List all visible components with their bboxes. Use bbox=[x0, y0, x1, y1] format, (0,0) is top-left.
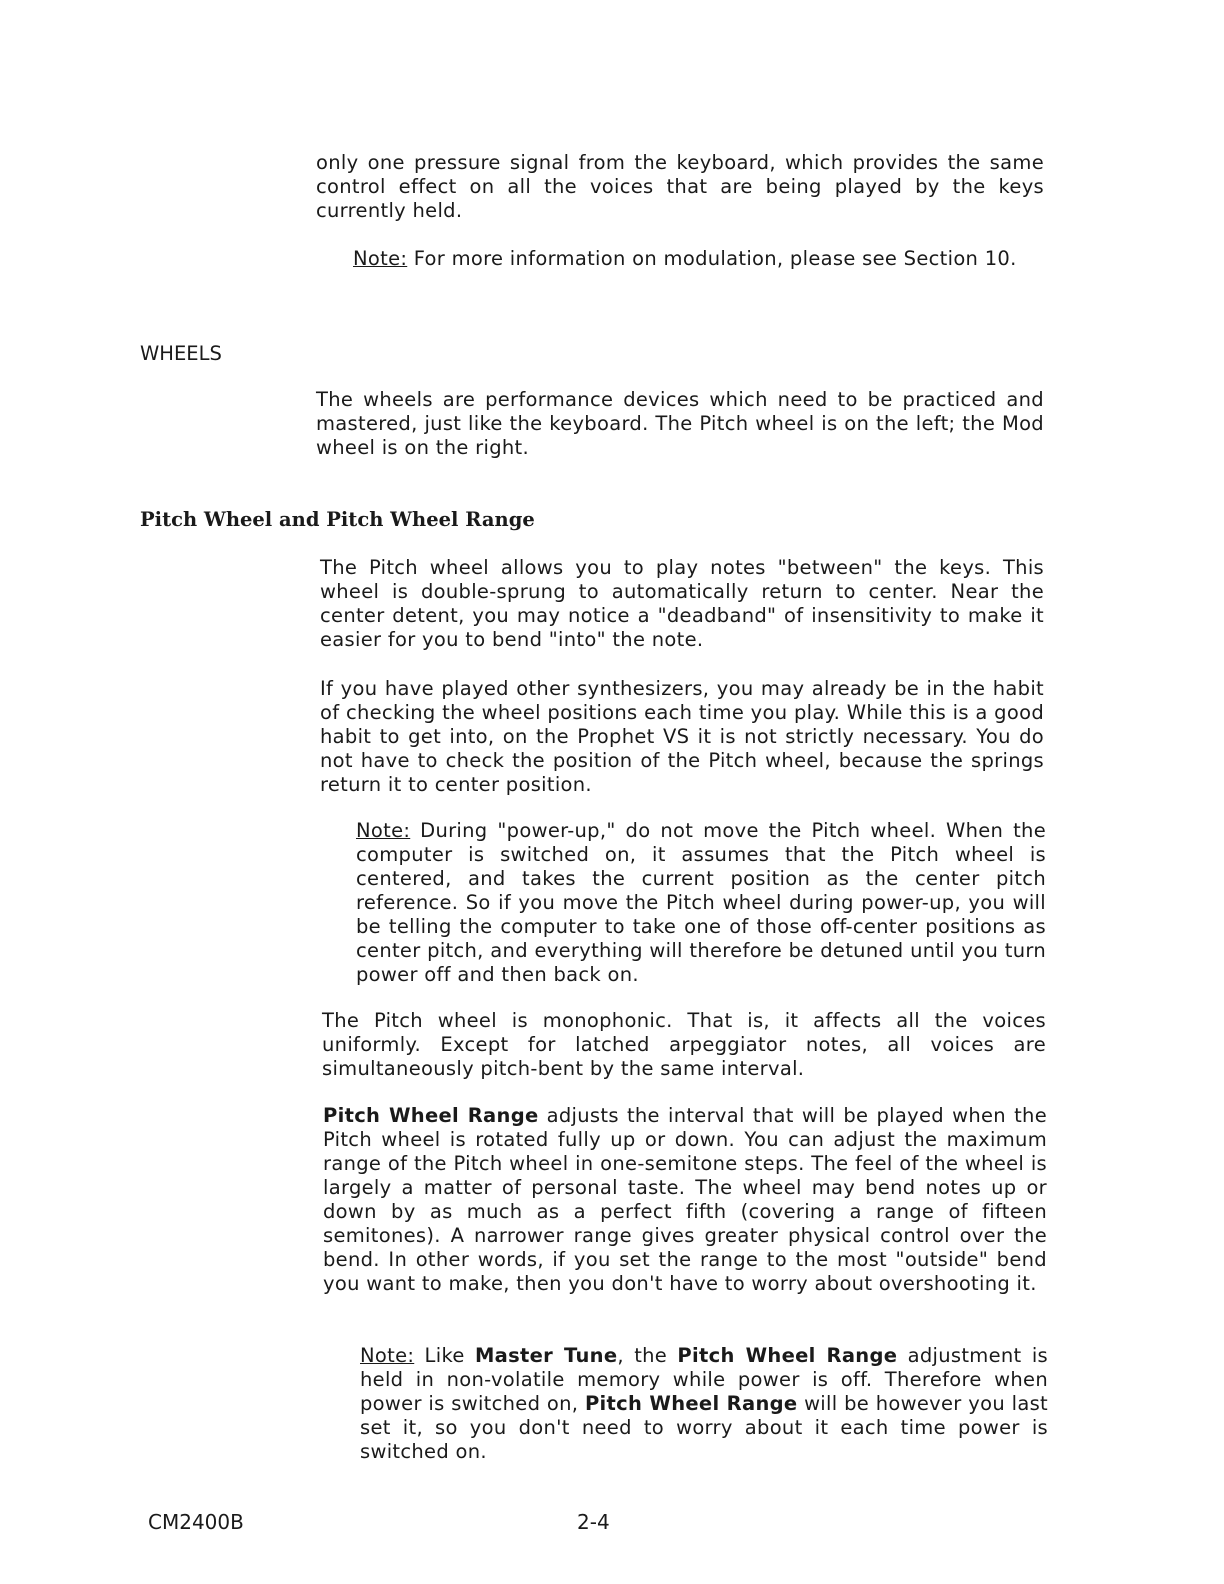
note-text: , the bbox=[617, 1344, 678, 1367]
note-label: Note: bbox=[356, 819, 411, 842]
note-label: Note: bbox=[353, 247, 408, 270]
pitch-wheel-range-paragraph bbox=[323, 1104, 1047, 1296]
pitch-wheel-heading: Pitch Wheel and Pitch Wheel Range bbox=[140, 508, 535, 531]
wheels-heading: WHEELS bbox=[140, 342, 222, 365]
master-tune-term: Master Tune bbox=[474, 1344, 618, 1367]
pitch-wheel-range-term: Pitch Wheel Range bbox=[584, 1392, 798, 1415]
wheels-paragraph: The wheels are performance devices which need to be practiced and mastered, just like the keyboard. The Pitch wheel is on the left; the Mod wheel is on the right. bbox=[316, 388, 1044, 459]
non-volatile-note bbox=[360, 1344, 1048, 1464]
page-number: 2-4 bbox=[577, 1510, 610, 1534]
doc-code: CM2400B bbox=[148, 1510, 244, 1534]
pitch-wheel-range-term: Pitch Wheel Range bbox=[323, 1104, 539, 1127]
pitch-wheel-range-text: adjusts the interval that will be played when the Pitch wheel is rotated fully up or down. You can adjust the maximum range of the Pitch wheel in one-semitone steps. The feel of the wheel is largely a matter of personal taste. The wheel may bend notes up or down by as much as a perfect fifth (covering a range of fifteen semitones). A narrower range gives greater physical control over the bend. In other words, if you set the range to the most "outside" bend you want to make, then you don't have to worry about overshooting it. bbox=[323, 1104, 1048, 1295]
pitch-wheel-range-term: Pitch Wheel Range bbox=[677, 1344, 898, 1367]
note-text: will be however you last set it, so you don't need to worry about it each time power is switched on. bbox=[360, 1392, 1048, 1463]
intro-paragraph: only one pressure signal from the keyboard, which provides the same control effect on all the voices that are being played by the keys currently held. bbox=[316, 151, 1044, 222]
note-text: For more information on modulation, please see Section 10. bbox=[407, 247, 1017, 270]
note-text: Like bbox=[414, 1344, 475, 1367]
intro-note bbox=[353, 247, 1043, 271]
pitch-wheel-paragraph-3: The Pitch wheel is monophonic. That is, it affects all the voices uniformly. Except for latched arpeggiator notes, all voices are simultaneously pitch-bent by the same interval. bbox=[322, 1009, 1046, 1080]
note-label: Note: bbox=[360, 1344, 415, 1367]
note-text: During "power-up," do not move the Pitch wheel. When the computer is switched on, it assumes that the Pitch wheel is centered, and takes the current position as the center pitch reference. So if you move the Pitch wheel during power-up, you will be telling the computer to take one of those off-center positions as center pitch, and everything will therefore be detuned until you turn power off and then back on. bbox=[356, 819, 1046, 986]
pitch-wheel-paragraph-2: If you have played other synthesizers, you may already be in the habit of checking the wheel positions each time you play. While this is a good habit to get into, on the Prophet VS it is not strictly necessary. You do not have to check the position of the Pitch wheel, because the springs return it to center position. bbox=[320, 677, 1044, 796]
note-text: adjustment is held in non-volatile memory while power is off. Therefore when power is switched on, bbox=[360, 1344, 1048, 1415]
pitch-wheel-paragraph-1: The Pitch wheel allows you to play notes "between" the keys. This wheel is double-sprung to automatically return to center. Near the center detent, you may notice a "deadband" of insensitivity to make it easier for you to bend "into" the note. bbox=[320, 556, 1044, 651]
power-up-note bbox=[356, 819, 1046, 987]
